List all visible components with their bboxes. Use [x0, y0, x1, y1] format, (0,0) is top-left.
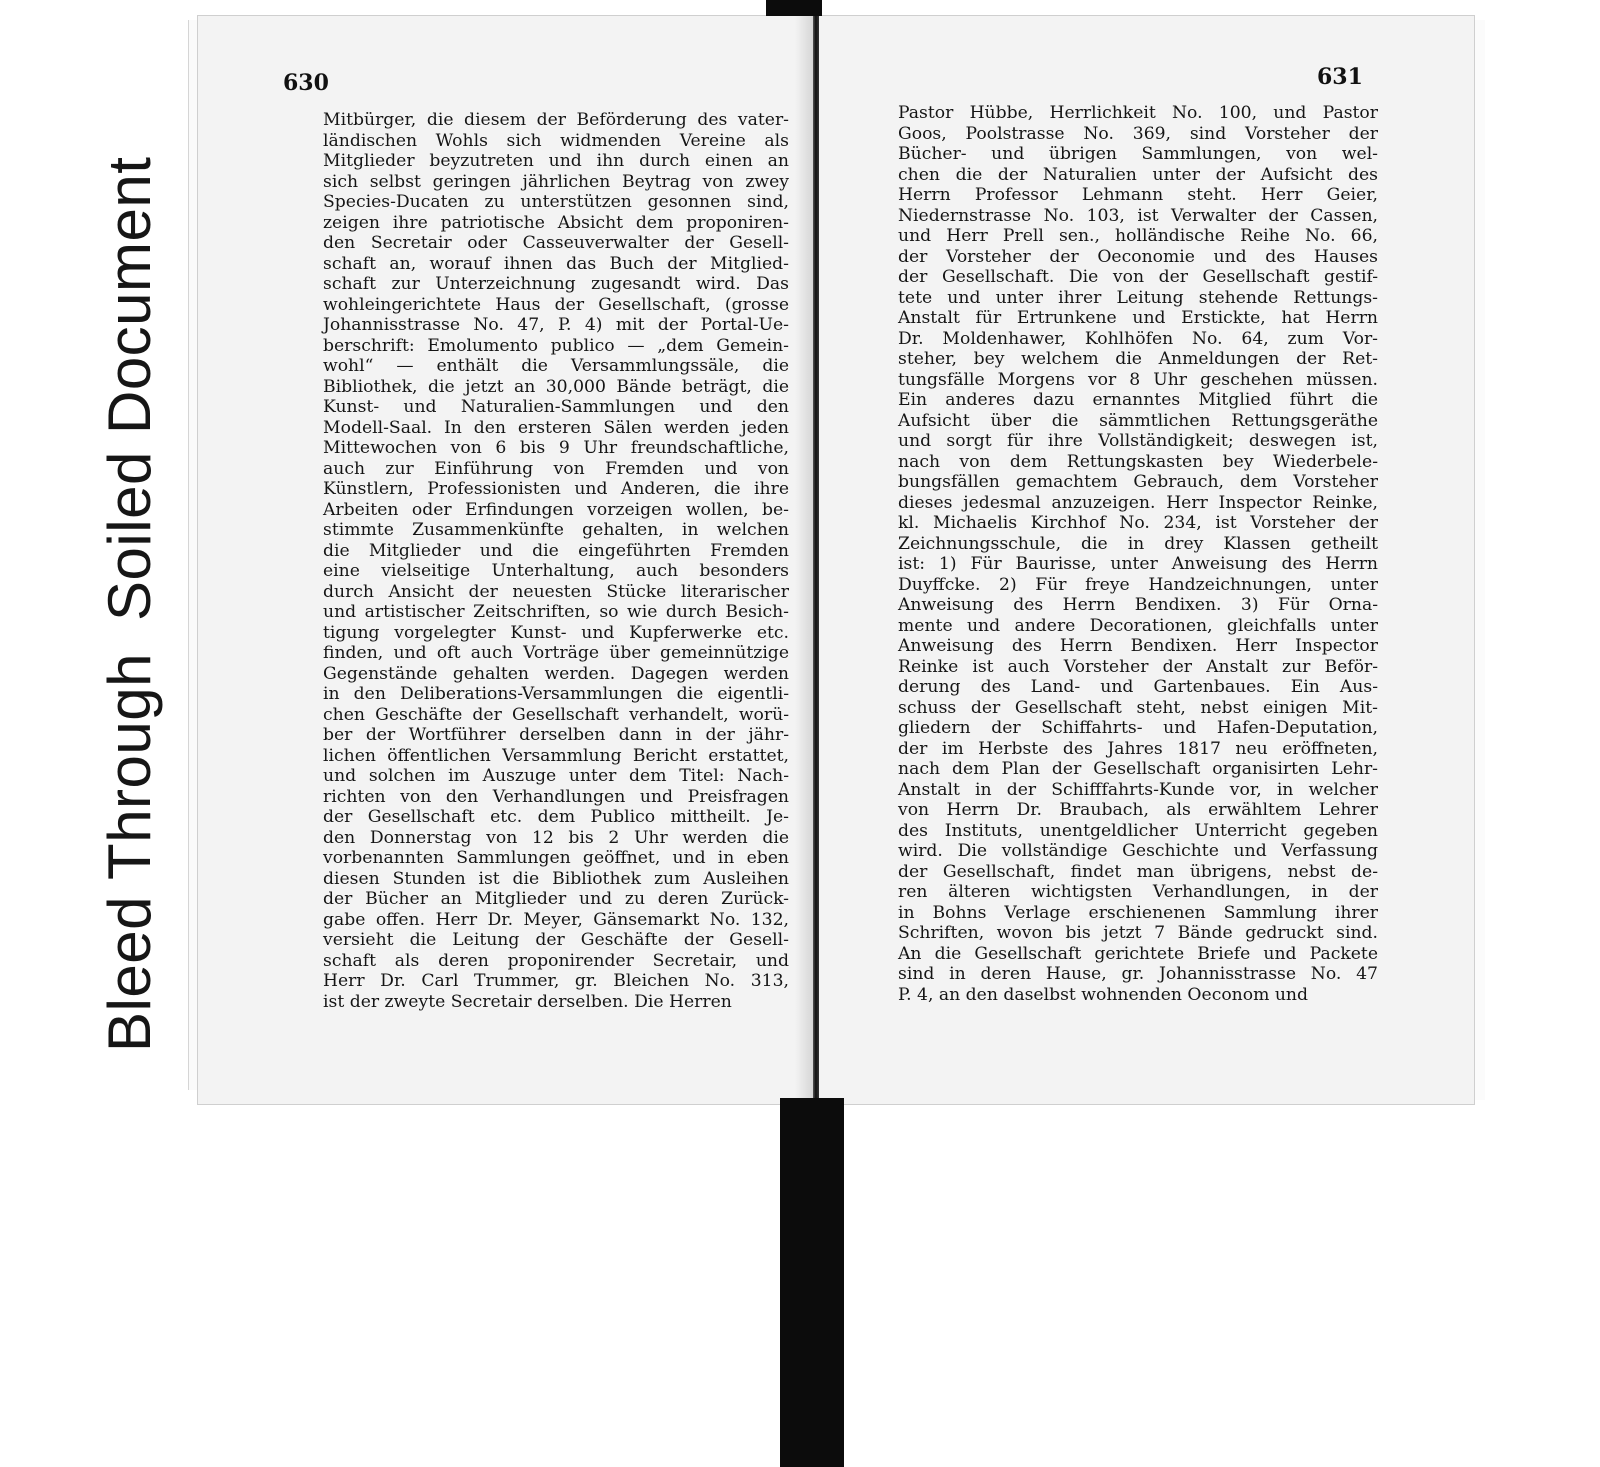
text-line: ren älteren wichtigsten Verhandlungen, in der — [898, 882, 1378, 902]
text-line: Goos, Poolstrasse No. 369, sind Vorsteher der — [898, 123, 1378, 144]
text-line: wird. Die vollständige Geschichte und Verfassung — [898, 841, 1378, 861]
text-line: der im Herbste des Jahres 1817 neu eröffneten, — [898, 738, 1378, 759]
text-line: mente und andere Decorationen, gleichfalls unter — [898, 615, 1378, 636]
text-line: der Bücher an Mitglieder und zu deren Zurück- — [323, 889, 789, 909]
text-line: tete und unter ihrer Leitung stehende Rettungs- — [898, 287, 1378, 308]
text-line: auch zur Einführung von Fremden und von — [323, 458, 789, 479]
text-line: lichen öffentlichen Versammlung Bericht erstattet, — [323, 745, 789, 766]
stamp-word-soiled-document: Soiled Document — [96, 156, 163, 621]
text-line: der Vorsteher der Oeconomie und des Hauses — [898, 246, 1378, 267]
text-line: in den Deliberations-Versammlungen die eigentli- — [323, 684, 789, 704]
text-line: Aufsicht über die sämmtlichen Rettungsgeräthe — [898, 410, 1378, 431]
text-line: gliedern der Schiffahrts- und Hafen-Deputation, — [898, 718, 1378, 738]
text-line: ist der zweyte Secretair derselben. Die Herren — [323, 991, 732, 1012]
text-line: bungsfällen gemachtem Gebrauch, dem Vorsteher — [898, 472, 1378, 492]
text-line: Mitglieder beyzutreten und ihn durch einen an — [323, 151, 789, 171]
text-line: Schriften, wovon bis jetzt 7 Bände gedruckt sind. — [898, 923, 1378, 943]
bleed-through-stamp — [95, 0, 165, 1060]
text-line: und sorgt für ihre Vollständigkeit; deswegen ist, — [898, 431, 1378, 451]
text-line: Künstlern, Professionisten und Anderen, die ihre — [323, 479, 789, 499]
text-line: stimmte Zusammenkünfte gehalten, in welchen — [323, 520, 789, 540]
text-line: vorbenannten Sammlungen geöffnet, und in eben — [323, 848, 789, 868]
stamp-text — [95, 42, 165, 1052]
text-line: steher, bey welchem die Anmeldungen der Ret- — [898, 349, 1378, 369]
text-line: von Herrn Dr. Braubach, als erwähltem Lehrer — [898, 800, 1378, 820]
text-line: den Donnerstag von 12 bis 2 Uhr werden die — [323, 827, 789, 848]
text-line: P. 4, an den daselbst wohnenden Oeconom und — [898, 984, 1308, 1005]
text-line: Species-Ducaten zu unterstützen gesonnen sind, — [323, 192, 789, 212]
text-line: und artistischer Zeitschriften, so wie durch Besich- — [323, 602, 789, 622]
text-line: finden, und oft auch Vorträge über gemeinnützige — [323, 643, 789, 663]
text-line: derung des Land- und Gartenbaues. Ein Aus- — [898, 677, 1378, 697]
text-line: dieses jedesmal anzuzeigen. Herr Inspector Reinke, — [898, 492, 1378, 513]
text-line: Duyffcke. 2) Für freye Handzeichnungen, unter — [898, 574, 1378, 595]
text-line: der Gesellschaft etc. dem Publico mittheilt. Je- — [323, 807, 789, 827]
text-line: tigung vorgelegter Kunst- und Kupferwerke etc. — [323, 622, 789, 643]
text-line: Kunst- und Naturalien-Sammlungen und den — [323, 397, 789, 417]
text-line: die Mitglieder und die eingeführten Fremden — [323, 540, 789, 561]
text-line: Mitbürger, die diesem der Beförderung des vater- — [323, 110, 789, 130]
text-line: durch Ansicht der neuesten Stücke literarischer — [323, 581, 789, 602]
text-line: Dr. Moldenhawer, Kohlhöfen No. 64, zum Vor- — [898, 328, 1378, 349]
text-line: nach dem Plan der Gesellschaft organisirten Lehr- — [898, 759, 1378, 779]
text-line: und Herr Prell sen., holländische Reihe No. 66, — [898, 226, 1378, 246]
text-line: Bücher- und übrigen Sammlungen, von wel- — [898, 144, 1378, 164]
text-line: versieht die Leitung der Geschäfte der Gesell- — [323, 930, 789, 950]
text-line: sich selbst geringen jährlichen Beytrag von zwey — [323, 171, 789, 192]
text-line: Anstalt in der Schifffahrts-Kunde vor, in welcher — [898, 779, 1378, 800]
page-number-left: 630 — [283, 70, 329, 96]
text-line: Anweisung des Herrn Bendixen. Herr Inspector — [898, 636, 1378, 656]
text-line: Arbeiten oder Erfindungen vorzeigen wollen, be- — [323, 499, 789, 520]
text-line: Herr Dr. Carl Trummer, gr. Bleichen No. 313, — [323, 971, 789, 991]
text-line: in Bohns Verlage erschienenen Sammlung ihrer — [898, 902, 1378, 923]
text-line: Herrn Professor Lehmann steht. Herr Geier, — [898, 185, 1378, 205]
stamp-word-bleed-through: Bleed Through — [96, 652, 163, 1052]
text-line: Ein anderes dazu ernanntes Mitglied führt die — [898, 390, 1378, 410]
text-line: schaft als deren proponirender Secretair, und — [323, 950, 789, 971]
text-line: den Secretair oder Casseuverwalter der Gesell- — [323, 233, 789, 253]
text-line: Pastor Hübbe, Herrlichkeit No. 100, und Pastor — [898, 103, 1378, 123]
text-line: Bibliothek, die jetzt an 30,000 Bände beträgt, die — [323, 376, 789, 397]
text-line: eine vielseitige Unterhaltung, auch besonders — [323, 561, 789, 581]
text-line: ländischen Wohls sich widmenden Vereine als — [323, 130, 789, 151]
text-line: tungsfälle Morgens vor 8 Uhr geschehen müssen. — [898, 369, 1378, 390]
text-line: chen die der Naturalien unter der Aufsicht des — [898, 164, 1378, 185]
text-line: wohleingerichtete Haus der Gesellschaft, (grosse — [323, 294, 789, 315]
text-line: ist: 1) Für Baurisse, unter Anweisung des Herrn — [898, 554, 1378, 574]
text-line: schaft zur Unterzeichnung zugesandt wird. Das — [323, 274, 789, 294]
text-line: Modell-Saal. In den ersteren Sälen werden jeden — [323, 417, 789, 438]
text-line: schuss der Gesellschaft steht, nebst einigen Mit- — [898, 697, 1378, 718]
gutter-shadow — [795, 16, 813, 1104]
text-line: der Gesellschaft, findet man übrigens, nebst de- — [898, 861, 1378, 882]
text-line: Gegenstände gehalten werden. Dagegen werden — [323, 663, 789, 684]
text-line: An die Gesellschaft gerichtete Briefe und Packete — [898, 943, 1378, 964]
text-line: Reinke ist auch Vorsteher der Anstalt zur Beför- — [898, 656, 1378, 677]
book-gutter — [813, 16, 819, 1104]
text-line: gabe offen. Herr Dr. Meyer, Gänsemarkt No. 132, — [323, 909, 789, 930]
text-line: schaft an, worauf ihnen das Buch der Mitglied- — [323, 253, 789, 274]
text-line: Anstalt für Ertrunkene und Erstickte, hat Herrn — [898, 308, 1378, 328]
text-line: kl. Michaelis Kirchhof No. 234, ist Vorsteher der — [898, 513, 1378, 533]
text-line: Johannisstrasse No. 47, P. 4) mit der Portal-Ue- — [323, 315, 789, 335]
text-line: Anweisung des Herrn Bendixen. 3) Für Orna- — [898, 595, 1378, 615]
text-line: der Gesellschaft. Die von der Gesellschaft gestif- — [898, 267, 1378, 287]
page-number-right: 631 — [1317, 64, 1363, 90]
right-page-text — [898, 103, 1378, 1005]
page-edge-right — [1474, 20, 1485, 1100]
left-page-text — [323, 110, 789, 1012]
text-line: chen Geschäfte der Gesellschaft verhandelt, worü- — [323, 704, 789, 725]
binding-strip-top — [766, 0, 822, 16]
text-line: Zeichnungsschule, die in drey Klassen getheilt — [898, 533, 1378, 554]
text-line: und solchen im Auszuge unter dem Titel: Nach- — [323, 766, 789, 786]
text-line: ber der Wortführer derselben dann in der jähr- — [323, 725, 789, 745]
text-line: Niedernstrasse No. 103, ist Verwalter der Cassen, — [898, 205, 1378, 226]
text-line: sind in deren Hause, gr. Johannisstrasse No. 47 — [898, 964, 1378, 984]
binding-strip-bottom — [780, 1098, 844, 1467]
text-line: richten von den Verhandlungen und Preisfragen — [323, 786, 789, 807]
text-line: Mittewochen von 6 bis 9 Uhr freundschaftliche, — [323, 438, 789, 458]
text-line: nach von dem Rettungskasten bey Wiederbele- — [898, 451, 1378, 472]
text-line: des Instituts, unentgeldlicher Unterricht gegeben — [898, 820, 1378, 841]
text-line: berschrift: Emolumento publico — „dem Gemein- — [323, 335, 789, 356]
text-line: zeigen ihre patriotische Absicht dem proponiren- — [323, 212, 789, 233]
text-line: wohl“ — enthält die Versammlungssäle, die — [323, 356, 789, 376]
text-line: diesen Stunden ist die Bibliothek zum Ausleihen — [323, 868, 789, 889]
